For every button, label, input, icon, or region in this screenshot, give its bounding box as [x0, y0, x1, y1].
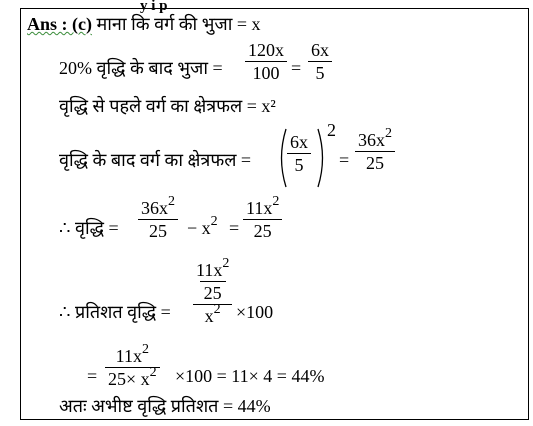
fraction-6x-5-paren: 6x 5 [287, 131, 311, 176]
increase-lhs: ∴ वृद्धि = [59, 218, 119, 238]
fraction-120x-100: 120x 100 [245, 39, 287, 84]
answer-label: Ans : (c) [27, 14, 92, 34]
compound-fraction: $11x^2$ 25 $x^2$ [193, 259, 232, 327]
times-100: ×100 [236, 302, 274, 322]
conclusion: अतः अभीष्ट वृद्धि प्रतिशत = 44% [59, 396, 271, 416]
equals-sign: = [291, 58, 302, 78]
area-after-increase-lhs: वृद्धि के बाद वर्ग का क्षेत्रफल = [59, 150, 252, 170]
equals-sign: = [229, 218, 240, 238]
equals-sign: = [339, 150, 350, 170]
percent-increase-lhs: ∴ प्रतिशत वृद्धि = [59, 302, 171, 322]
square-exponent: 2 [327, 120, 336, 140]
fraction-36x2-25-a: $36x^2$ 25 [138, 197, 178, 242]
result-expression: ×100 = 11× 4 = 44% [175, 366, 325, 386]
fraction-36x2-25: $36x^2$ 25 [355, 129, 395, 174]
fraction-11x2-over-25x2: $11x^2$ $25\times x^2$ [105, 345, 160, 390]
clipped-header-text: y i p [140, 0, 168, 14]
area-before-increase: वृद्धि से पहले वर्ग का क्षेत्रफल = x² [59, 96, 276, 116]
answer-line [27, 13, 261, 35]
fraction-6x-5: 6x 5 [308, 39, 332, 84]
fraction-11x2-25: $11x^2$ 25 [243, 197, 282, 242]
equals-sign: = [87, 366, 98, 386]
solution-box [20, 8, 529, 420]
side-definition: माना कि वर्ग की भुजा = x [96, 14, 261, 34]
side-after-increase-lhs: 20% वृद्धि के बाद भुजा = [59, 58, 223, 78]
minus-x-squared: − $x^2$ [187, 214, 218, 238]
